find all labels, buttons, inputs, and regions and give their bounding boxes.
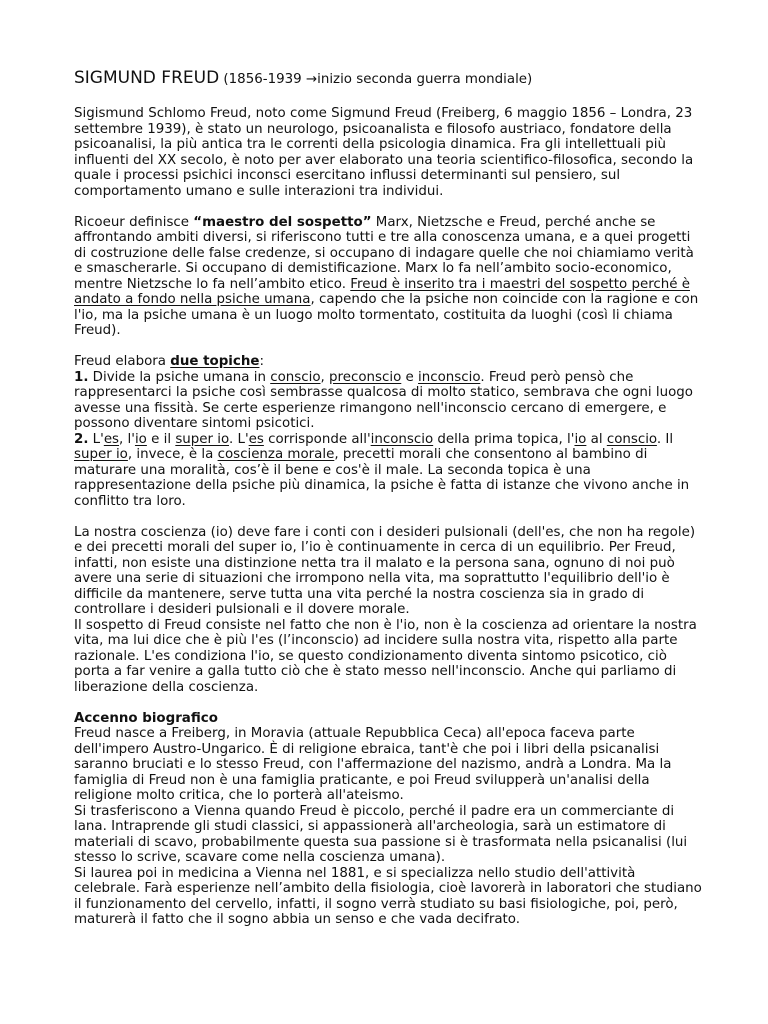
coscienza-paragraph: La nostra coscienza (io) deve fare i conti con i desideri pulsionali (dell'es, che non ha regole) e dei precetti morali del super io, l’io è continuamente in cerca di un equilibrio. Per Freud, infatti, non esiste una distinzione netta tra il malato e la persona sana, ognuno di noi può avere una serie di situazioni che irrompono nella vita, ma soprattutto l'equilibrio dell'io è difficile da mantenere, serve tutta una vita perché la nostra coscienza sia in grado di controllare i desideri pulsionali e il dovere morale.	[74, 524, 696, 617]
sospetto-paragraph: Il sospetto di Freud consiste nel fatto che non è l'io, non è la coscienza ad orientare la nostra vita, ma lui dice che è più l'es (l’inconscio) ad incidere sulla nostra vita, rispetto alla parte razionale. L'es condiziona l'io, se questo condizionamento diventa sintomo psicotico, ciò porta a far venire a galla tutto ciò che è stato messo nell'inconscio. Anche qui parliamo di liberazione della coscienza.	[74, 617, 697, 695]
ricoeur-paragraph: Ricoeur definisce “maestro del sospetto” Marx, Nietzsche e Freud, perché anche se affrontando ambiti diversi, si riferiscono tutti e tre alla conoscenza umana, e a quei progetti di costruzione delle false credenze, si occupano di indagare quelle che noi chiamiamo verità e smascherarle. Si occupano di demistificazione. Marx lo fa nell’ambito socio-economico, mentre Nietzsche lo fa nell’ambito etico. Freud è inserito tra i maestri del sospetto perché è andato a fondo nella psiche umana, capendo che la psiche non coincide con la ragione e con l'io, ma la psiche umana è un luogo molto tormentato, costituita da luoghi (così li chiama Freud).	[74, 214, 699, 338]
biografia-heading: Accenno biografico	[74, 710, 218, 726]
maestro-sospetto-bold: “maestro del sospetto”	[193, 214, 372, 230]
biografia-paragraph-2: Si trasferiscono a Vienna quando Freud è piccolo, perché il padre era un commerciante di lana. Intraprende gli studi classici, si appassionerà all'archeologia, sarà un estimatore di materiali di scavo, probabilmente questa sua passione si è trasformata nella psicanalisi (lui stesso lo scrive, scavare come nella coscienza umana).	[74, 803, 688, 865]
topica-1-paragraph: 1. Divide la psiche umana in conscio, preconscio e inconscio. Freud però pensò che rappresentarci la psiche così sembrasse qualcosa di molto statico, sembrava che ogni luogo avesse una fissità. Se certe esperienze rimangono nell'inconscio cercano di emergere, e possono diventare sintomi psicotici.	[74, 369, 693, 431]
topica-2-paragraph: 2. L'es, l'io e il super io. L'es corrisponde all'inconscio della prima topica, l'io al conscio. Il super io, invece, è la coscienza morale, precetti morali che consentono al bambino di maturare una moralità, cos’è il bene e cos'è il male. La seconda topica è una rappresentazione della psiche più dinamica, la psiche è fatta di istanze che vivono anche in conflitto tra loro.	[74, 431, 690, 509]
title-dates: (1856-1939 →inizio seconda guerra mondiale)	[219, 72, 533, 87]
document-page	[74, 66, 704, 928]
topiche-intro: Freud elabora due topiche:	[74, 354, 264, 369]
freud-inserito-underline: Freud è inserito tra i maestri del sospetto perché è andato a fondo nella psiche umana	[74, 276, 691, 307]
due-topiche-heading: due topiche	[170, 354, 260, 369]
biografia-paragraph-1: Freud nasce a Freiberg, in Moravia (attuale Repubblica Ceca) all'epoca faceva parte dell'impero Austro-Ungarico. È di religione ebraica, tant'è che poi i libri della psicanalisi saranno bruciati e lo stesso Freud, con l'affermazione del nazismo, andrà a Londra. Ma la famiglia di Freud non è una famiglia praticante, e poi Freud svilupperà un'analisi della religione molto critica, che lo porterà all'ateismo.	[74, 726, 672, 803]
biografia-paragraph-3: Si laurea poi in medicina a Vienna nel 1881, e si specializza nello studio dell'attività celebrale. Farà esperienze nell’ambito della fisiologia, cioè lavorerà in laboratori che studiano il funzionamento del cervello, infatti, il sogno verrà studiato su basi fisiologiche, poi, però, maturerà il fatto che il sogno abbia un senso e che vada decifrato.	[74, 865, 702, 927]
intro-paragraph: Sigismund Schlomo Freud, noto come Sigmund Freud (Freiberg, 6 maggio 1856 – Londra, 23 settembre 1939), è stato un neurologo, psicoanalista e filosofo austriaco, fondatore della psicoanalisi, la più antica tra le correnti della psicologia dinamica. Fra gli intellettuali più influenti del XX secolo, è noto per aver elaborato una teoria scientifico-filosofica, secondo la quale i processi psichici inconsci esercitano influssi determinanti sul pensiero, sul comportamento umano e sulle interazioni tra individui.	[74, 106, 694, 199]
document-title	[74, 66, 704, 92]
title-name: SIGMUND FREUD	[74, 68, 220, 88]
